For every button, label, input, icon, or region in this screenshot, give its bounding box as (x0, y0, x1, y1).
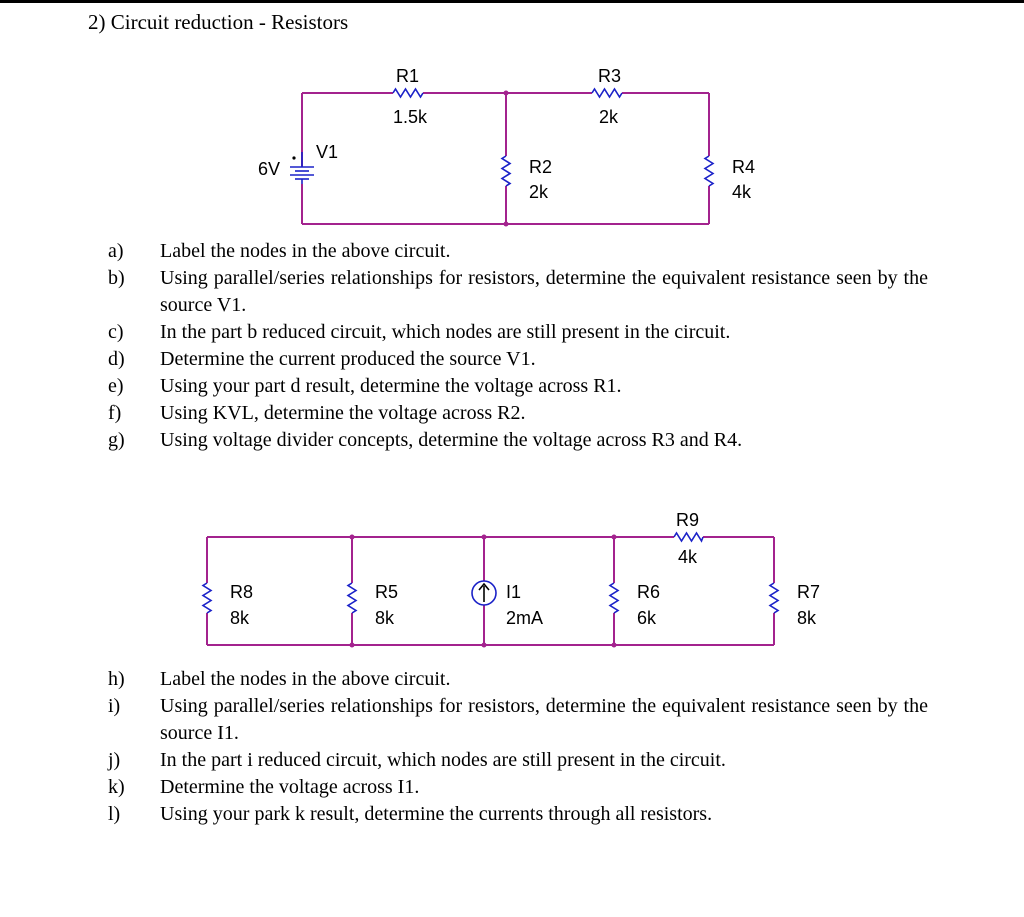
junction-dot (612, 535, 617, 540)
v1-label: V1 (316, 142, 339, 162)
question-item (108, 774, 928, 801)
question-text: Using parallel/series relationships for resistors, determine the equivalent resistance seen by the source I1. (160, 695, 928, 744)
question-list-1 (108, 238, 928, 454)
question-letter: h) (108, 668, 125, 690)
i1-label: I1 (506, 582, 522, 602)
question-text: Using your park k result, determine the currents through all resistors. (160, 803, 713, 825)
question-text: Label the nodes in the above circuit. (160, 668, 451, 690)
resistor-r5-symbol (348, 583, 356, 613)
r9-label: R9 (676, 510, 700, 530)
question-text: In the part b reduced circuit, which nodes are still present in the circuit. (160, 321, 731, 343)
question-list-2 (108, 666, 928, 828)
circuit-2 (203, 510, 820, 648)
resistor-r1-symbol (393, 89, 423, 97)
question-text: Using voltage divider concepts, determine the voltage across R3 and R4. (160, 429, 743, 451)
question-letter: d) (108, 348, 125, 370)
question-letter: i) (108, 695, 121, 717)
question-letter: l) (108, 803, 121, 825)
r1-value: 1.5k (393, 107, 428, 127)
r7-label: R7 (797, 582, 821, 602)
question-text: Determine the current produced the source V1. (160, 348, 536, 370)
question-item (108, 427, 928, 454)
r3-label: R3 (598, 66, 622, 86)
v1-value: 6V (258, 159, 281, 179)
junction-dot (350, 643, 355, 648)
question-letter: a) (108, 240, 124, 262)
question-item (108, 801, 928, 828)
junction-dot (482, 535, 487, 540)
resistor-r8-symbol (203, 583, 211, 613)
resistor-r6-symbol (610, 583, 618, 613)
junction-dot (504, 91, 509, 96)
question-item (108, 265, 928, 319)
question-text: Label the nodes in the above circuit. (160, 240, 451, 262)
question-item (108, 747, 928, 774)
question-item (108, 400, 928, 427)
r7-value: 8k (797, 608, 817, 628)
resistor-r9-symbol (674, 533, 703, 541)
question-item (108, 693, 928, 747)
question-letter: f) (108, 402, 122, 424)
r4-value: 4k (732, 182, 752, 202)
r3-value: 2k (599, 107, 619, 127)
r8-label: R8 (230, 582, 254, 602)
r5-label: R5 (375, 582, 399, 602)
question-letter: e) (108, 375, 124, 397)
resistor-r4-symbol (705, 156, 713, 186)
resistor-r7-symbol (770, 583, 778, 613)
section-heading: 2) Circuit reduction - Resistors (88, 10, 349, 34)
question-item (108, 373, 928, 400)
question-item (108, 238, 928, 265)
r6-label: R6 (637, 582, 661, 602)
junction-dot (504, 222, 509, 227)
r6-value: 6k (637, 608, 657, 628)
junction-dot (612, 643, 617, 648)
r2-label: R2 (529, 157, 553, 177)
question-text: Using your part d result, determine the voltage across R1. (160, 375, 622, 397)
question-letter: j) (108, 749, 121, 771)
junction-dot (350, 535, 355, 540)
question-text: Determine the voltage across I1. (160, 776, 420, 798)
r9-value: 4k (678, 547, 698, 567)
junction-dot (482, 643, 487, 648)
resistor-r3-symbol (592, 89, 622, 97)
question-letter: c) (108, 321, 124, 343)
question-item (108, 346, 928, 373)
r8-value: 8k (230, 608, 250, 628)
question-letter: b) (108, 267, 125, 289)
question-text: In the part i reduced circuit, which nodes are still present in the circuit. (160, 749, 726, 771)
battery-symbol-v1 (290, 152, 314, 184)
circuit-1 (258, 66, 755, 227)
question-text: Using parallel/series relationships for resistors, determine the equivalent resistance seen by the source V1. (160, 267, 928, 316)
question-letter: g) (108, 429, 125, 451)
i1-value: 2mA (506, 608, 544, 628)
question-item (108, 666, 928, 693)
r5-value: 8k (375, 608, 395, 628)
r4-label: R4 (732, 157, 756, 177)
question-text: Using KVL, determine the voltage across R2. (160, 402, 526, 424)
r2-value: 2k (529, 182, 549, 202)
question-letter: k) (108, 776, 125, 798)
r1-label: R1 (396, 66, 420, 86)
resistor-r2-symbol (502, 156, 510, 186)
current-source-i1-symbol (472, 581, 496, 605)
question-item (108, 319, 928, 346)
